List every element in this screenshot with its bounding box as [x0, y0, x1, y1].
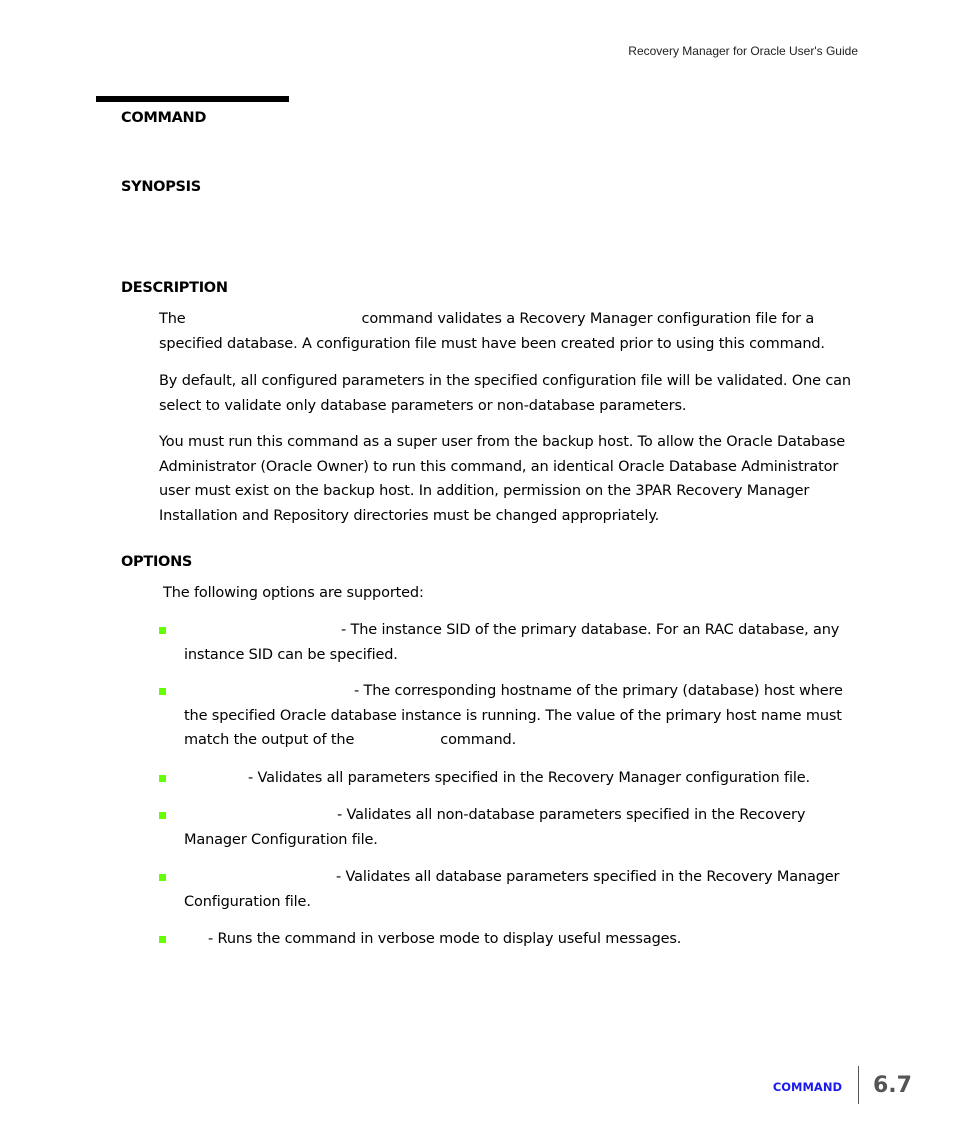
- heading-synopsis: SYNOPSIS: [121, 179, 201, 195]
- option-item: [159, 927, 859, 952]
- description-paragraph-3: You must run this command as a super user from the backup host. To allow the Oracle Database Administrator (Oracle Owner) to run this command, an identical Oracle Database Administrator user must exist on the backup host. In addition, permission on the 3PAR Recovery Manager Installation and Repository directories must be changed appropriately.: [159, 434, 846, 524]
- footer-divider: [858, 1066, 859, 1104]
- option-description: - The corresponding hostname of the primary (database) host where the specified Oracle database instance is running. The value of the primary host name must match the output of the: [184, 683, 843, 748]
- description-paragraph-2: By default, all configured parameters in the specified configuration file will be validated. One can select to validate only database parameters or non-database parameters.: [159, 373, 851, 414]
- description-p1-line2: specified database. A configuration file must have been created prior to using this command.: [159, 335, 825, 352]
- running-header: Recovery Manager for Oracle User's Guide: [628, 44, 858, 58]
- heading-description: DESCRIPTION: [121, 280, 228, 296]
- footer-section-label: COMMAND: [772, 1080, 842, 1094]
- bullet-square-icon: [159, 812, 166, 819]
- page-number: 6.7: [873, 1073, 912, 1098]
- bullet-square-icon: [159, 775, 166, 782]
- bullet-square-icon: [159, 936, 166, 943]
- description-p1-rest: command validates a Recovery Manager configuration file for a: [361, 311, 815, 327]
- option-item: [159, 766, 859, 791]
- option-description: - Validates all database parameters specified in the Recovery Manager Configuration file.: [184, 869, 840, 910]
- option-description-tail: command.: [440, 732, 517, 748]
- bullet-square-icon: [159, 874, 166, 881]
- option-item: [159, 803, 859, 852]
- heading-options: OPTIONS: [121, 554, 193, 570]
- top-rule-divider: [96, 96, 289, 102]
- option-item: [159, 865, 859, 914]
- option-description: - Validates all non-database parameters specified in the Recovery Manager Configuration file.: [184, 807, 806, 848]
- heading-command: COMMAND: [121, 110, 207, 126]
- bullet-square-icon: [159, 688, 166, 695]
- options-intro: The following options are supported:: [163, 585, 424, 601]
- option-item: [159, 618, 859, 667]
- bullet-square-icon: [159, 627, 166, 634]
- description-p1-start: The: [159, 311, 186, 327]
- option-description: - Validates all parameters specified in the Recovery Manager configuration file.: [248, 770, 810, 786]
- option-description: - The instance SID of the primary database. For an RAC database, any instance SID can be specified.: [184, 622, 840, 663]
- description-paragraph-1: [159, 307, 859, 356]
- option-item: [159, 679, 859, 753]
- option-description: - Runs the command in verbose mode to display useful messages.: [208, 931, 682, 947]
